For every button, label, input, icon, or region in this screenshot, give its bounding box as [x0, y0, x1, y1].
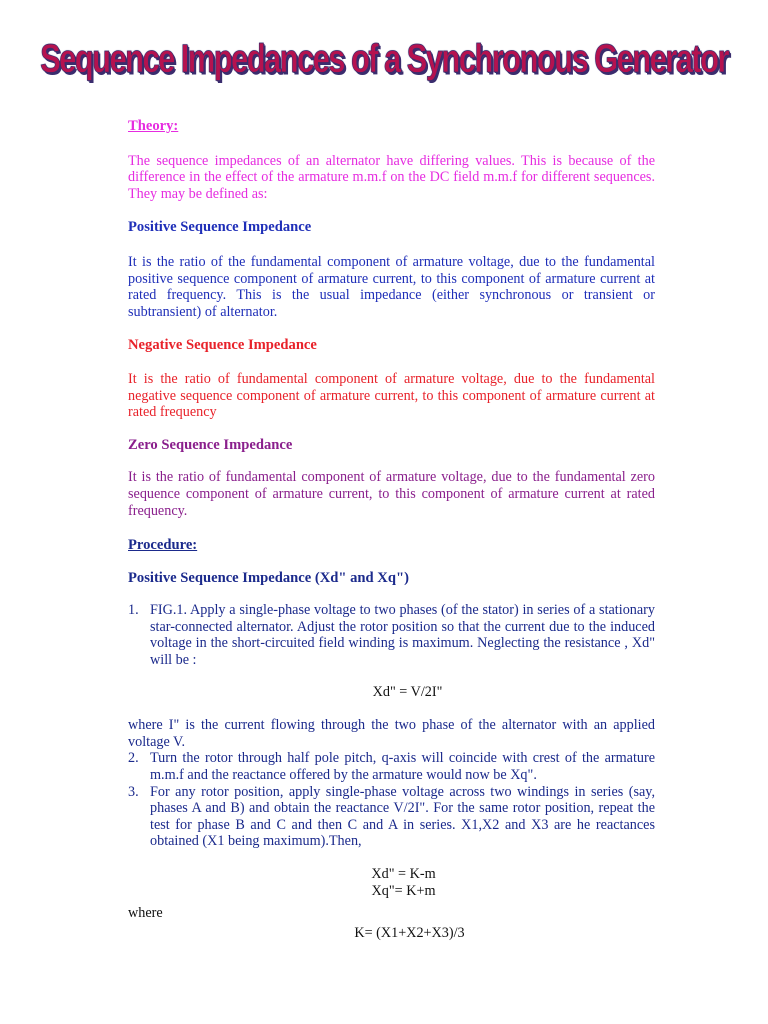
positive-sequence-paragraph: It is the ratio of the fundamental component of armature voltage, due to the fundamental positive sequence component of armature current, to this component of armature current at rated frequency. This is the usual impedance (either synchronous or transient or subtransient) of alternator. — [128, 253, 655, 320]
zero-sequence-paragraph: It is the ratio of fundamental component of armature voltage, due to the fundamental zero sequence component of armature current, to this component of armature current at rated frequency. — [128, 469, 655, 519]
procedure-subheading: Positive Sequence Impedance (Xd" and Xq") — [128, 569, 409, 586]
procedure-heading: Procedure: — [128, 537, 198, 554]
step-text: Turn the rotor through half pole pitch, q-axis will coincide with crest of the armature m.m.f and the reactance offered by the armature would now be Xq". — [150, 750, 655, 784]
procedure-step-2 — [128, 750, 655, 783]
procedure-step-3 — [128, 784, 655, 850]
negative-sequence-paragraph: It is the ratio of fundamental component of armature voltage, due to the fundamental negative sequence component of armature current, to this component of armature current at rated frequency — [128, 370, 655, 421]
procedure-steps-continued — [128, 750, 655, 850]
negative-sequence-heading: Negative Sequence Impedance — [128, 337, 317, 354]
equation-k: K= (X1+X2+X3)/3 — [354, 924, 465, 941]
step-number: 2. — [128, 750, 139, 767]
step-number: 3. — [128, 783, 139, 800]
step-number: 1. — [128, 602, 139, 619]
step-text: For any rotor position, apply single-phase voltage across two windings in series (say, phases A and B) and obtain the reactance V/2I". For the same rotor position, repeat the test for phase B and C and then C and A in series. X1,X2 and X3 are he reactances obtained (X1 being maximum).Then, — [150, 783, 655, 850]
zero-sequence-heading: Zero Sequence Impedance — [128, 436, 293, 453]
step-text: FIG.1. Apply a single-phase voltage to two phases (of the stator) in series of a stationary star-connected alternator. Adjust the rotor position so that the current due to the induced voltage in the short-circuited field winding is maximum. Neglecting the resistance , Xd" will be : — [150, 602, 655, 669]
equation-xq-k-m: Xq"= K+m — [371, 882, 436, 899]
page-title: Sequence Impedances of a Synchronous Generator — [40, 36, 728, 81]
where-label: where — [128, 905, 163, 922]
where-current-note: where I" is the current flowing through the two phase of the alternator with an applied voltage V. — [128, 717, 655, 750]
theory-heading: Theory: — [128, 118, 179, 134]
document-body — [128, 114, 655, 941]
procedure-step-1 — [128, 602, 655, 668]
positive-sequence-heading: Positive Sequence Impedance — [128, 219, 312, 236]
theory-paragraph: The sequence impedances of an alternator have differing values. This is because of the difference in the effect of the armature m.m.f on the DC field m.m.f for different sequences. They may be defined as: — [128, 152, 655, 202]
equation-xd: Xd" = V/2I" — [372, 683, 443, 700]
procedure-steps — [128, 602, 655, 668]
equation-xd-k-m: Xd" = K-m — [371, 866, 436, 882]
